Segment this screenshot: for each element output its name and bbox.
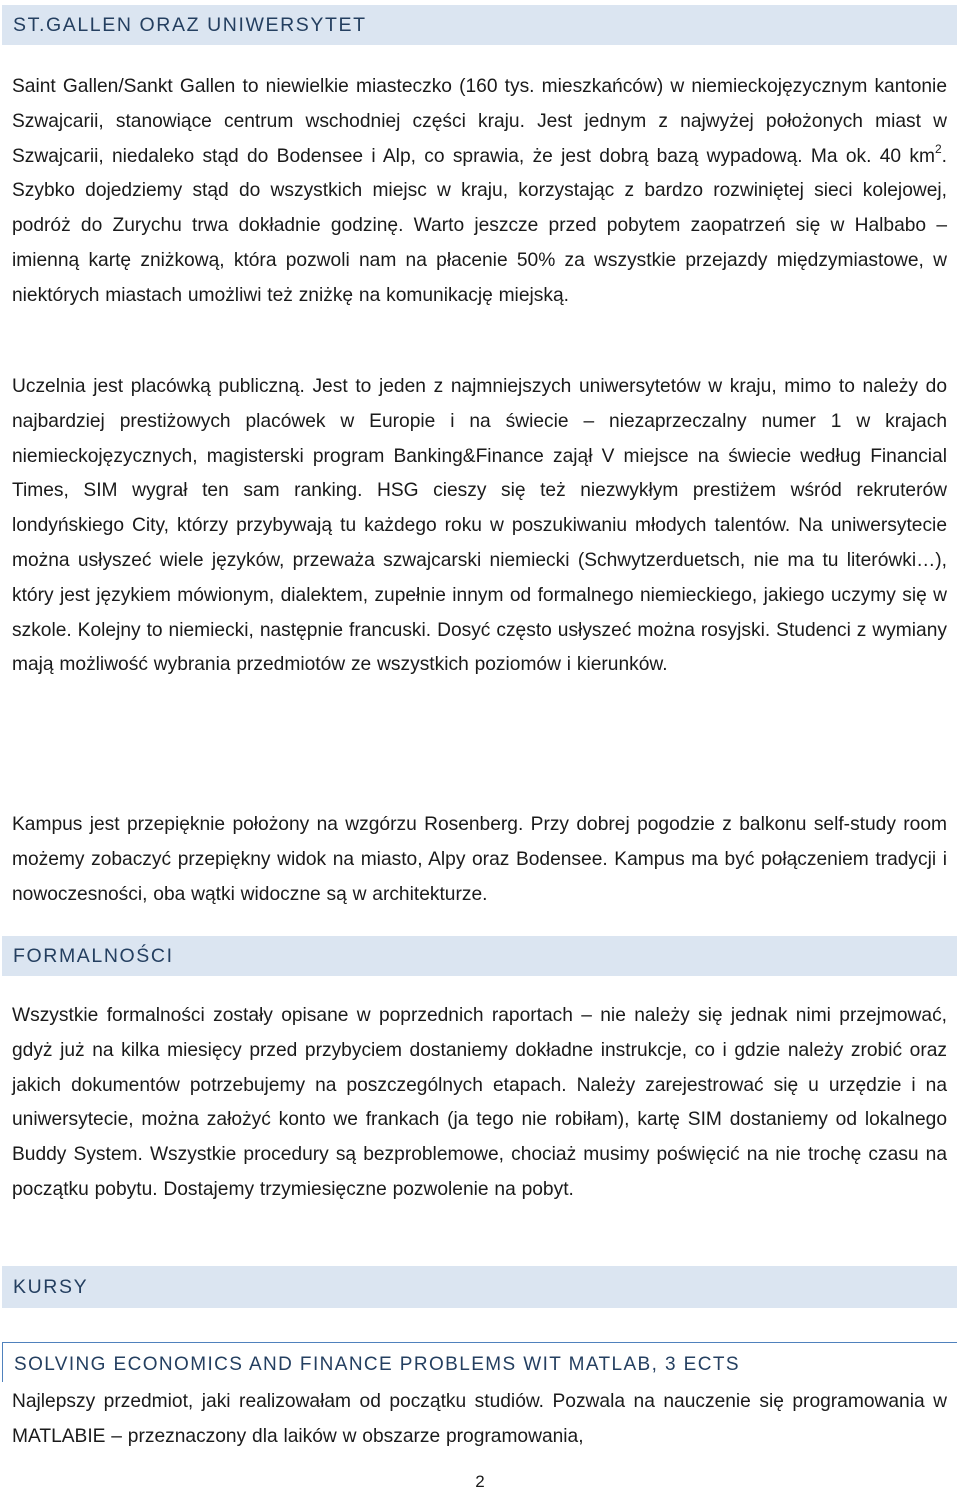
paragraph-text: . Szybko dojedziemy stąd do wszystkich miejsc w kraju, korzystając z bardzo rozwiniętej sieci kolejowej, podróż do Zurychu trwa dokładnie godzinę. Warto jeszcze przed pobytem zaopatrzeń się w Halbabo – imienną kartę zniżkową, która pozwoli nam na płacenie 50% za wszystkie przejazdy międzymiastowe, w niektórych miastach umożliwi też zniżkę na komunikację miejską. xyxy=(12,145,947,306)
paragraph-text: Saint Gallen/Sankt Gallen to niewielkie miasteczko (160 tys. mieszkańców) w niemieckojęzycznym kantonie Szwajcarii, stanowiące centrum wschodniej części kraju. Jest jednym z najwyżej położonych miast w Szwajcarii, niedaleko stąd do Bodensee i Alp, co sprawia, że jest dobrą bazą wypadową. Ma ok. 40 km xyxy=(12,76,947,167)
course-heading: SOLVING ECONOMICS AND FINANCE PROBLEMS WIT MATLAB, 3 ECTS xyxy=(2,1342,957,1382)
section-heading-kursy: KURSY xyxy=(2,1266,957,1308)
paragraph-formalities: Wszystkie formalności zostały opisane w poprzednich raportach – nie należy się jednak nimi przejmować, gdyż już na kilka miesięcy przed przybyciem dostaniemy dokładne instrukcje, co i gdzie należy zrobić oraz jakich dokumentów potrzebujemy na poszczególnych etapach. Należy zarejestrować się u urzędzie i na uniwersytecie, można założyć konto we frankach (ja tego nie robiłam), kartę SIM dostaniemy od lokalnego Buddy System. Wszystkie procedury są bezproblemowe, chociaż musimy poświęcić na nie trochę czasu na początku pobytu. Dostajemy trzymiesięczne pozwolenie na pobyt. xyxy=(12,1005,947,1200)
paragraph-course-description: Najlepszy przedmiot, jaki realizowałam od początku studiów. Pozwala na nauczenie się programowania w MATLABIE – przeznaczony dla laików w obszarze programowania, xyxy=(12,1391,947,1447)
paragraph-campus: Kampus jest przepięknie położony na wzgórzu Rosenberg. Przy dobrej pogodzie z balkonu self-study room możemy zobaczyć przepiękny widok na miasto, Alpy oraz Bodensee. Kampus ma być połączeniem tradycji i nowoczesności, oba wątki widoczne są w architekturze. xyxy=(12,814,947,905)
paragraph-st-gallen-intro xyxy=(12,70,947,314)
section-heading-formalnosci: FORMALNOŚCI xyxy=(2,936,957,976)
superscript: 2 xyxy=(934,141,942,156)
paragraph-university: Uczelnia jest placówką publiczną. Jest to jeden z najmniejszych uniwersytetów w kraju, mimo to należy do najbardziej prestiżowych placówek w Europie i na świecie – niezaprzeczalny numer 1 w krajach niemieckojęzycznych, magisterski program Banking&Finance zajął V miejsce na świecie według Financial Times, SIM wygrał ten sam ranking. HSG cieszy się też niezwykłym prestiżem wśród rekruterów londyńskiego City, którzy przybywają tu każdego roku w poszukiwaniu młodych talentów. Na uniwersytecie można usłyszeć wiele języków, przeważa szwajcarski niemiecki (Schwytzerduetsch, nie ma tu literówki…), który jest językiem mówionym, dialektem, zupełnie innym od formalnego niemieckiego, jakiego uczymy się w szkole. Kolejny to niemiecki, następnie francuski. Dosyć często usłyszeć można rosyjski. Studenci z wymiany mają możliwość wybrania przedmiotów ze wszystkich poziomów i kierunków. xyxy=(12,376,947,676)
page-number: 2 xyxy=(475,1472,485,1491)
section-heading-st-gallen: ST.GALLEN ORAZ UNIWERSYTET xyxy=(2,5,957,45)
